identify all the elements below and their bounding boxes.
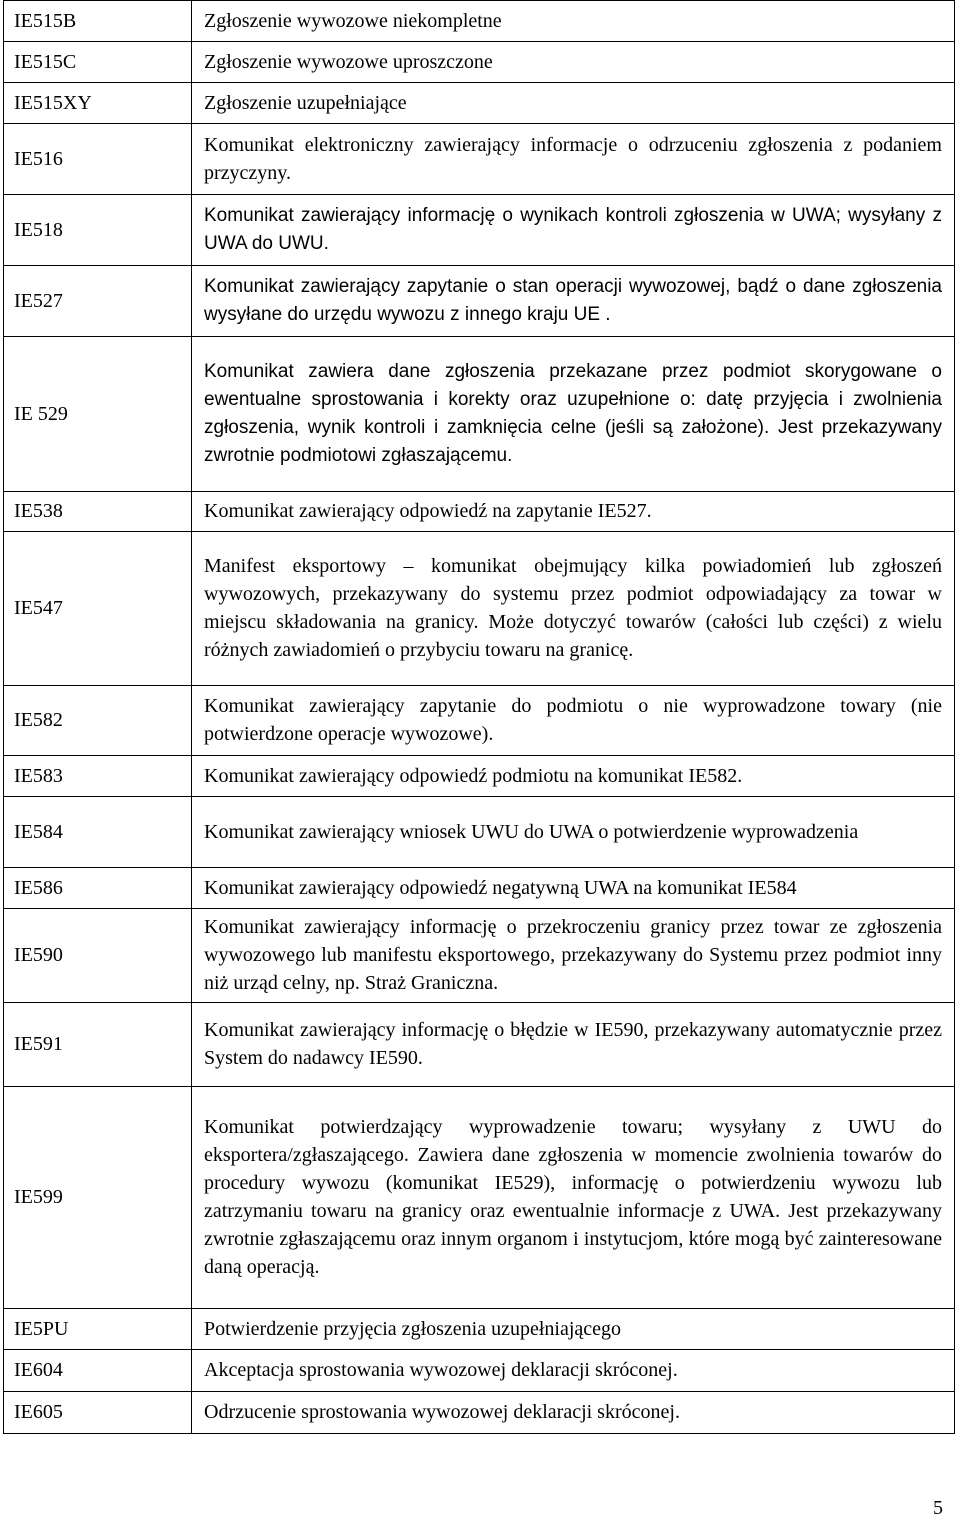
message-description-cell: Komunikat elektroniczny zawierający informacje o odrzuceniu zgłoszenia z podaniem przyczyny. bbox=[192, 124, 955, 195]
table-row bbox=[4, 83, 955, 124]
message-code-cell: IE586 bbox=[4, 868, 192, 909]
message-codes-table bbox=[3, 0, 955, 1434]
message-code-cell: IE538 bbox=[4, 492, 192, 532]
message-code-cell: IE605 bbox=[4, 1392, 192, 1434]
message-code-cell: IE590 bbox=[4, 909, 192, 1003]
message-code-cell: IE516 bbox=[4, 124, 192, 195]
message-description-cell: Komunikat zawierający zapytanie o stan operacji wywozowej, bądź o dane zgłoszenia wysyłane do urzędu wywozu z innego kraju UE . bbox=[192, 266, 955, 337]
message-code-cell: IE599 bbox=[4, 1087, 192, 1309]
table-row bbox=[4, 195, 955, 266]
message-code-cell: IE527 bbox=[4, 266, 192, 337]
table-row bbox=[4, 1087, 955, 1309]
table-row bbox=[4, 124, 955, 195]
table-row bbox=[4, 797, 955, 868]
table-row bbox=[4, 686, 955, 756]
message-description-cell: Komunikat zawierający zapytanie do podmiotu o nie wyprowadzone towary (nie potwierdzone operacje wywozowe). bbox=[192, 686, 955, 756]
message-code-cell: IE584 bbox=[4, 797, 192, 868]
message-description-cell: Odrzucenie sprostowania wywozowej deklaracji skróconej. bbox=[192, 1392, 955, 1434]
message-description-cell: Zgłoszenie wywozowe uproszczone bbox=[192, 42, 955, 83]
message-code-cell: IE591 bbox=[4, 1003, 192, 1087]
table-row bbox=[4, 1003, 955, 1087]
table-row bbox=[4, 492, 955, 532]
message-code-cell: IE518 bbox=[4, 195, 192, 266]
message-description-cell: Potwierdzenie przyjęcia zgłoszenia uzupełniającego bbox=[192, 1309, 955, 1350]
message-description-cell: Komunikat zawierający informację o przekroczeniu granicy przez towar ze zgłoszenia wywozowego lub manifestu eksportowego, przekazywany do Systemu przez podmiot inny niż urząd celny, np. Straż Graniczna. bbox=[192, 909, 955, 1003]
table-row bbox=[4, 909, 955, 1003]
message-description-cell: Akceptacja sprostowania wywozowej deklaracji skróconej. bbox=[192, 1350, 955, 1392]
message-description-cell: Komunikat zawierający informację o błędzie w IE590, przekazywany automatycznie przez System do nadawcy IE590. bbox=[192, 1003, 955, 1087]
message-description-cell: Zgłoszenie uzupełniające bbox=[192, 83, 955, 124]
table-row bbox=[4, 868, 955, 909]
message-description-cell: Komunikat zawierający odpowiedź podmiotu na komunikat IE582. bbox=[192, 756, 955, 797]
table-row bbox=[4, 756, 955, 797]
message-code-cell: IE604 bbox=[4, 1350, 192, 1392]
table-row bbox=[4, 337, 955, 492]
table-body bbox=[4, 1, 955, 1434]
message-description-cell: Komunikat potwierdzający wyprowadzenie towaru; wysyłany z UWU do eksportera/zgłaszającego. Zawiera dane zgłoszenia w momencie zwolnienia towarów do procedury wywozu (komunikat IE529), informację o potwierdzeniu wywozu lub zatrzymaniu towaru na granicy oraz ewentualnie informacje z UWA. Jest przekazywany zwrotnie zgłaszającemu oraz innym organom i instytucjom, które mogą być zainteresowane daną operacją. bbox=[192, 1087, 955, 1309]
message-description-cell: Komunikat zawierający wniosek UWU do UWA o potwierdzenie wyprowadzenia bbox=[192, 797, 955, 868]
table-row bbox=[4, 1350, 955, 1392]
table-row bbox=[4, 266, 955, 337]
message-code-cell: IE515B bbox=[4, 1, 192, 42]
page-number: 5 bbox=[933, 1497, 943, 1519]
message-description-cell: Manifest eksportowy – komunikat obejmujący kilka powiadomień lub zgłoszeń wywozowych, przekazywany do systemu przez podmiot odpowiadający za towar w miejscu składowania na granicy. Może dotyczyć towarów (całości lub części) z wielu różnych zawiadomień o przybyciu towaru na granicę. bbox=[192, 532, 955, 686]
message-description-cell: Komunikat zawierający odpowiedź na zapytanie IE527. bbox=[192, 492, 955, 532]
table-row bbox=[4, 1, 955, 42]
table-row bbox=[4, 532, 955, 686]
message-description-cell: Zgłoszenie wywozowe niekompletne bbox=[192, 1, 955, 42]
message-code-cell: IE582 bbox=[4, 686, 192, 756]
message-code-cell: IE5PU bbox=[4, 1309, 192, 1350]
message-code-cell: IE547 bbox=[4, 532, 192, 686]
message-code-cell: IE515C bbox=[4, 42, 192, 83]
table-row bbox=[4, 1309, 955, 1350]
message-description-cell: Komunikat zawierający informację o wynikach kontroli zgłoszenia w UWA; wysyłany z UWA do UWU. bbox=[192, 195, 955, 266]
table-row bbox=[4, 1392, 955, 1434]
message-description-cell: Komunikat zawiera dane zgłoszenia przekazane przez podmiot skorygowane o ewentualne sprostowania i korekty oraz uzupełnione o: datę przyjęcia i zwolnienia zgłoszenia, wynik kontroli i zamknięcia celne (jeśli są założone). Jest przekazywany zwrotnie podmiotowi zgłaszającemu. bbox=[192, 337, 955, 492]
message-description-cell: Komunikat zawierający odpowiedź negatywną UWA na komunikat IE584 bbox=[192, 868, 955, 909]
table-row bbox=[4, 42, 955, 83]
message-code-cell: IE515XY bbox=[4, 83, 192, 124]
message-code-cell: IE583 bbox=[4, 756, 192, 797]
message-code-cell: IE 529 bbox=[4, 337, 192, 492]
